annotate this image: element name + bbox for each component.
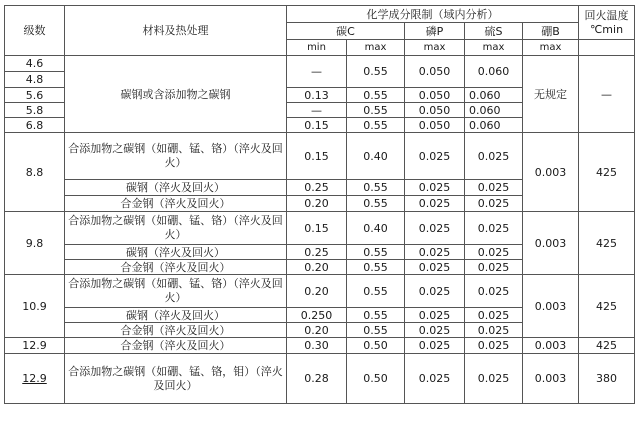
- cmin-cell: 0.20: [287, 323, 347, 338]
- temp-cell: 425: [579, 133, 635, 212]
- s-cell: 0.025: [465, 275, 523, 308]
- s-cell: 0.025: [465, 323, 523, 338]
- grade-cell: 4.6: [5, 56, 65, 72]
- material-cell: 合添加物之碳钢（如硼、锰、铬）（淬火及回火）: [65, 133, 287, 180]
- header-sulfur: 硫S: [465, 23, 523, 40]
- s-cell: 0.025: [465, 308, 523, 323]
- p-cell: 0.050: [405, 118, 465, 133]
- cmax-cell: 0.55: [347, 275, 405, 308]
- header-phosphorus: 磷P: [405, 23, 465, 40]
- p-cell: 0.025: [405, 245, 465, 260]
- cmin-cell: 0.25: [287, 245, 347, 260]
- cmax-cell: 0.55: [347, 323, 405, 338]
- table-row: [5, 354, 635, 404]
- grade-cell: 8.8: [5, 133, 65, 212]
- boron-cell: 0.003: [523, 275, 579, 338]
- cmax-cell: 0.50: [347, 354, 405, 404]
- cmin-cell: 0.15: [287, 118, 347, 133]
- p-cell: 0.025: [405, 212, 465, 245]
- p-cell: 0.050: [405, 56, 465, 88]
- grade-cell: 6.8: [5, 118, 65, 133]
- p-cell: 0.025: [405, 260, 465, 275]
- material-cell: 合金钢（淬火及回火）: [65, 323, 287, 338]
- s-cell: 0.025: [465, 196, 523, 212]
- p-cell: 0.025: [405, 180, 465, 196]
- header-grade: 级数: [5, 6, 65, 56]
- p-cell: 0.025: [405, 323, 465, 338]
- s-cell: 0.060: [465, 103, 523, 118]
- s-cell: 0.025: [465, 354, 523, 404]
- grade-cell: 5.6: [5, 88, 65, 103]
- cmax-cell: 0.55: [347, 260, 405, 275]
- p-cell: 0.050: [405, 103, 465, 118]
- cmin-cell: 0.15: [287, 133, 347, 180]
- p-cell: 0.025: [405, 196, 465, 212]
- material-cell: 合金钢（淬火及回火）: [65, 338, 287, 354]
- boron-cell: 0.003: [523, 212, 579, 275]
- s-cell: 0.060: [465, 88, 523, 103]
- cmin-cell: —: [287, 103, 347, 118]
- cmax-cell: 0.55: [347, 245, 405, 260]
- table-row: [5, 275, 635, 308]
- material-cell: 碳钢或含添加物之碳钢: [65, 56, 287, 133]
- cmin-cell: 0.13: [287, 88, 347, 103]
- s-cell: 0.025: [465, 338, 523, 354]
- header-temper-l1: 回火温度: [584, 8, 629, 22]
- material-cell: 碳钢（淬火及回火）: [65, 180, 287, 196]
- temp-cell: 425: [579, 212, 635, 275]
- p-cell: 0.050: [405, 88, 465, 103]
- cmin-cell: 0.15: [287, 212, 347, 245]
- header-bmax: max: [523, 40, 579, 56]
- header-cmin: min: [287, 40, 347, 56]
- s-cell: 0.025: [465, 245, 523, 260]
- header-temper: [579, 6, 635, 40]
- cmax-cell: 0.55: [347, 180, 405, 196]
- header-material: 材料及热处理: [65, 6, 287, 56]
- cmax-cell: 0.40: [347, 133, 405, 180]
- header-smax: max: [465, 40, 523, 56]
- temp-cell: 425: [579, 338, 635, 354]
- cmin-cell: 0.20: [287, 196, 347, 212]
- table-row: [5, 133, 635, 180]
- grade-cell: 5.8: [5, 103, 65, 118]
- material-cell: 合金钢（淬火及回火）: [65, 196, 287, 212]
- header-chem: 化学成分限制（域内分析）: [287, 6, 579, 23]
- cmax-cell: 0.40: [347, 212, 405, 245]
- cmax-cell: 0.55: [347, 88, 405, 103]
- cmax-cell: 0.55: [347, 196, 405, 212]
- boron-cell: 0.003: [523, 133, 579, 212]
- s-cell: 0.060: [465, 118, 523, 133]
- header-carbon: 碳C: [287, 23, 405, 40]
- cmin-cell: 0.28: [287, 354, 347, 404]
- s-cell: 0.060: [465, 56, 523, 88]
- header-temper-l2: ℃min: [589, 22, 624, 36]
- boron-cell: 无规定: [523, 56, 579, 133]
- cmax-cell: 0.55: [347, 118, 405, 133]
- material-cell: 碳钢（淬火及回火）: [65, 308, 287, 323]
- p-cell: 0.025: [405, 338, 465, 354]
- cmax-cell: 0.55: [347, 308, 405, 323]
- table-row: [5, 212, 635, 245]
- cmin-cell: —: [287, 56, 347, 88]
- material-cell: 碳钢（淬火及回火）: [65, 245, 287, 260]
- cmin-cell: 0.25: [287, 180, 347, 196]
- header-boron: 硼B: [523, 23, 579, 40]
- material-cell: 合金钢（淬火及回火）: [65, 260, 287, 275]
- cmin-cell: 0.20: [287, 275, 347, 308]
- grade-cell: 10.9: [5, 275, 65, 338]
- material-cell: 合添加物之碳钢（如硼、锰、铬）（淬火及回火）: [65, 212, 287, 245]
- table-row: [5, 338, 635, 354]
- grade-cell: 12.9: [5, 354, 65, 404]
- p-cell: 0.025: [405, 275, 465, 308]
- cmin-cell: 0.20: [287, 260, 347, 275]
- temp-cell: 380: [579, 354, 635, 404]
- s-cell: 0.025: [465, 212, 523, 245]
- grade-cell: 9.8: [5, 212, 65, 275]
- s-cell: 0.025: [465, 180, 523, 196]
- p-cell: 0.025: [405, 133, 465, 180]
- header-temper-empty: [579, 40, 635, 56]
- p-cell: 0.025: [405, 308, 465, 323]
- s-cell: 0.025: [465, 260, 523, 275]
- cmin-cell: 0.250: [287, 308, 347, 323]
- cmin-cell: 0.30: [287, 338, 347, 354]
- cmax-cell: 0.50: [347, 338, 405, 354]
- steel-composition-table: [4, 5, 635, 404]
- boron-cell: 0.003: [523, 354, 579, 404]
- temp-cell: —: [579, 56, 635, 133]
- header-pmax: max: [405, 40, 465, 56]
- table-row: [5, 56, 635, 72]
- grade-cell: 4.8: [5, 72, 65, 88]
- grade-cell: 12.9: [5, 338, 65, 354]
- material-cell: 合添加物之碳钢（如硼、锰、铬，钼）（淬火及回火）: [65, 354, 287, 404]
- cmax-cell: 0.55: [347, 103, 405, 118]
- temp-cell: 425: [579, 275, 635, 338]
- material-cell: 合添加物之碳钢（如硼、锰、铬）（淬火及回火）: [65, 275, 287, 308]
- header-cmax: max: [347, 40, 405, 56]
- s-cell: 0.025: [465, 133, 523, 180]
- cmax-cell: 0.55: [347, 56, 405, 88]
- boron-cell: 0.003: [523, 338, 579, 354]
- p-cell: 0.025: [405, 354, 465, 404]
